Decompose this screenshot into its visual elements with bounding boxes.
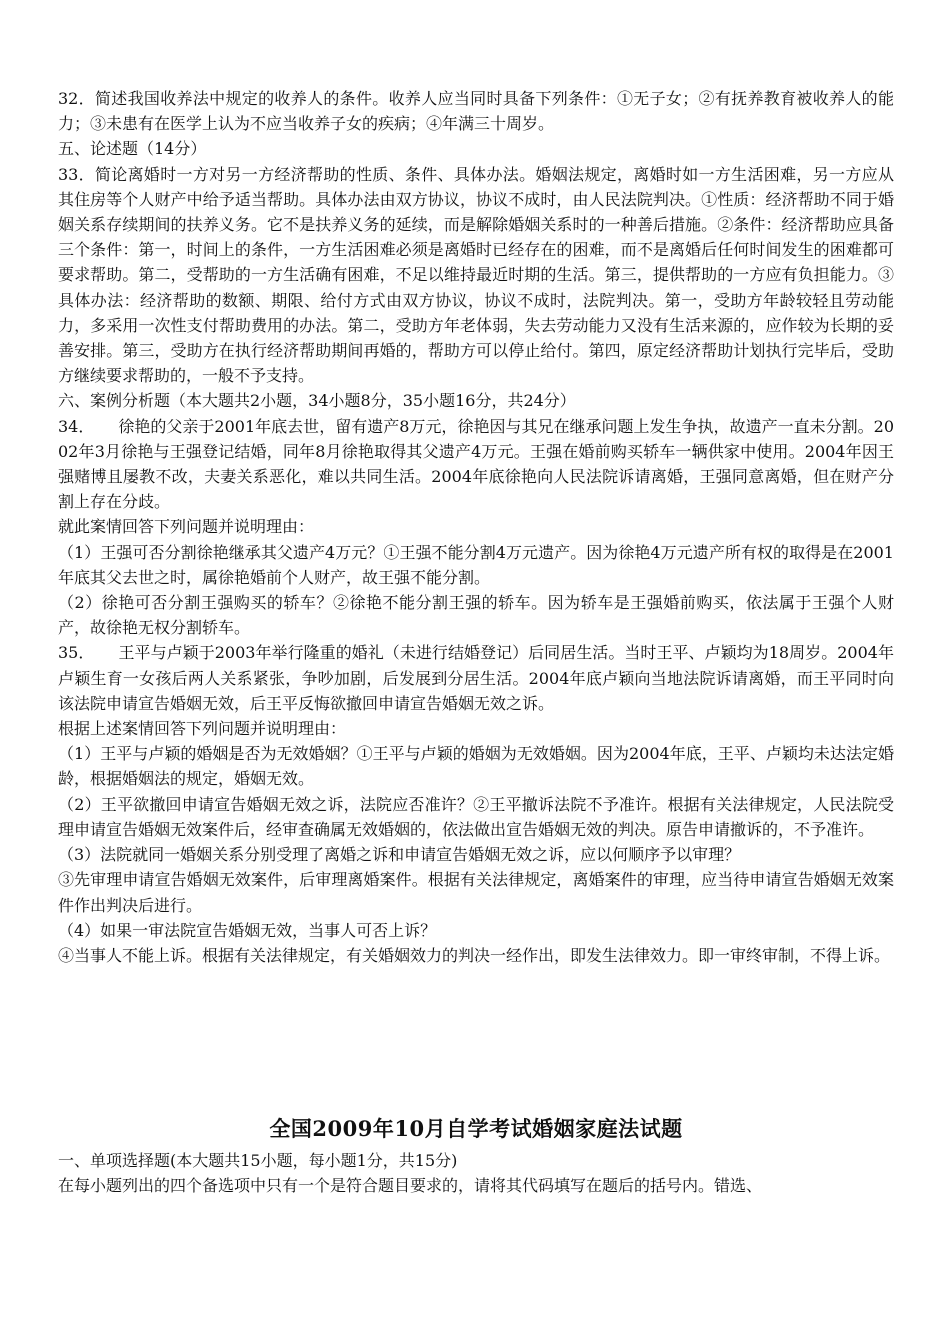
case-35-answer-1: （1）王平与卢颖的婚姻是否为无效婚姻？①王平与卢颖的婚姻为无效婚姻。因为2004年底，王平、卢颖均未达法定婚龄，根据婚姻法的规定，婚姻无效。 [58,744,894,789]
answer-33: 33．简论离婚时一方对另一方经济帮助的性质、条件、具体办法。婚姻法规定，离婚时如一方生活困难，另一方应从其住房等个人财产中给予适当帮助。具体办法由双方协议，协议不成时，由人民法院判决。①性质：经济帮助不同于婚姻关系存续期间的扶养义务。它不是扶养义务的延续，而是解除婚姻关系时的一种善后措施。②条件：经济帮助应具备三个条件：第一，时间上的条件，一方生活困难必须是离婚时已经存在的困难，而不是离婚后任何时间发生的困难都可要求帮助。第二，受帮助的一方生活确有困难，不足以维持最近时期的生活。第三，提供帮助的一方应有负担能力。③具体办法：经济帮助的数额、期限、给付方式由双方协议，协议不成时，法院判决。第一，受助方年龄较轻且劳动能力，多采用一次性支付帮助费用的办法。第二，受助方年老体弱，失去劳动能力又没有生活来源的，应作较为长期的妥善安排。第三，受助方在执行经济帮助期间再婚的，帮助方可以停止给付。第四，原定经济帮助计划执行完毕后，受助方继续要求帮助的，一般不予支持。 [58,164,894,386]
case-35-facts: 35． 王平与卢颖于2003年举行隆重的婚礼（未进行结婚登记）后同居生活。当时王平、卢颖均为18周岁。2004年卢颖生育一女孩后两人关系紧张，争吵加剧，后发展到分居生活。2004年底卢颖向当地法院诉请离婚，而王平同时向该法院申请宣告婚姻无效，后王平反悔欲撤回申请宣告婚姻无效之诉。 [58,643,894,713]
answer-section [58,86,894,968]
answer-32: 32．简述我国收养法中规定的收养人的条件。收养人应当同时具备下列条件：①无子女；②有抚养教育被收养人的能力；③未患有在医学上认为不应当收养子女的疾病；④年满三十周岁。 [58,89,894,134]
exam-title: 全国2009年10月自学考试婚姻家庭法试题 [269,1116,683,1142]
single-choice-instructions: 在每小题列出的四个备选项中只有一个是符合题目要求的，请将其代码填写在题后的括号内。错选、 [58,1176,763,1196]
case-35-answer-4: ④当事人不能上诉。根据有关法律规定，有关婚姻效力的判决一经作出，即发生法律效力。即一审终审制，不得上诉。 [58,945,891,965]
case-35-question-3: （3）法院就同一婚姻关系分别受理了离婚之诉和申请宣告婚姻无效之诉，应以何顺序予以审理？ [58,845,741,865]
case-34-prompt: 就此案情回答下列问题并说明理由： [58,517,315,537]
case-35-answer-2: （2）王平欲撤回申请宣告婚姻无效之诉，法院应否准许？②王平撤诉法院不予准许。根据有关法律规定，人民法院受理申请宣告婚姻无效案件后，经审查确属无效婚姻的，依法做出宣告婚姻无效的判决。原告申请撤诉的，不予准许。 [58,794,894,839]
case-35-answer-3: ③先审理申请宣告婚姻无效案件，后审理离婚案件。根据有关法律规定，离婚案件的审理，应当待申请宣告婚姻无效案件作出判决后进行。 [58,870,894,915]
section-heading-case-analysis: 六、案例分析题（本大题共2小题，34小题8分，35小题16分，共24分） [58,391,576,411]
case-35-prompt: 根据上述案情回答下列问题并说明理由： [58,719,347,739]
case-34-answer-2: （2）徐艳可否分割王强购买的轿车？②徐艳不能分割王强的轿车。因为轿车是王强婚前购买，依法属于王强个人财产，故徐艳无权分割轿车。 [58,593,894,638]
blank-spacer [58,968,894,1114]
section-heading-essay: 五、论述题（14分） [58,139,207,159]
next-exam-section [58,1114,894,1198]
case-34-facts: 34． 徐艳的父亲于2001年底去世，留有遗产8万元，徐艳因与其兄在继承问题上发生争执，故遗产一直未分割。2002年3月徐艳与王强登记结婚，同年8月徐艳取得其父遗产4万元。王强在婚前购买轿车一辆供家中使用。2004年因王强赌博且屡教不改，夫妻关系恶化，难以共同生活。2004年底徐艳向人民法院诉请离婚，王强同意离婚，但在财产分割上存在分歧。 [58,416,894,512]
document-page [58,86,894,1199]
case-34-answer-1: （1）王强可否分割徐艳继承其父遗产4万元？①王强不能分割4万元遗产。因为徐艳4万元遗产所有权的取得是在2001年底其父去世之时，属徐艳婚前个人财产，故王强不能分割。 [58,542,894,587]
section-heading-single-choice: 一、单项选择题(本大题共15小题，每小题1分，共15分) [58,1151,458,1171]
case-35-question-4: （4）如果一审法院宣告婚姻无效，当事人可否上诉？ [58,920,437,940]
